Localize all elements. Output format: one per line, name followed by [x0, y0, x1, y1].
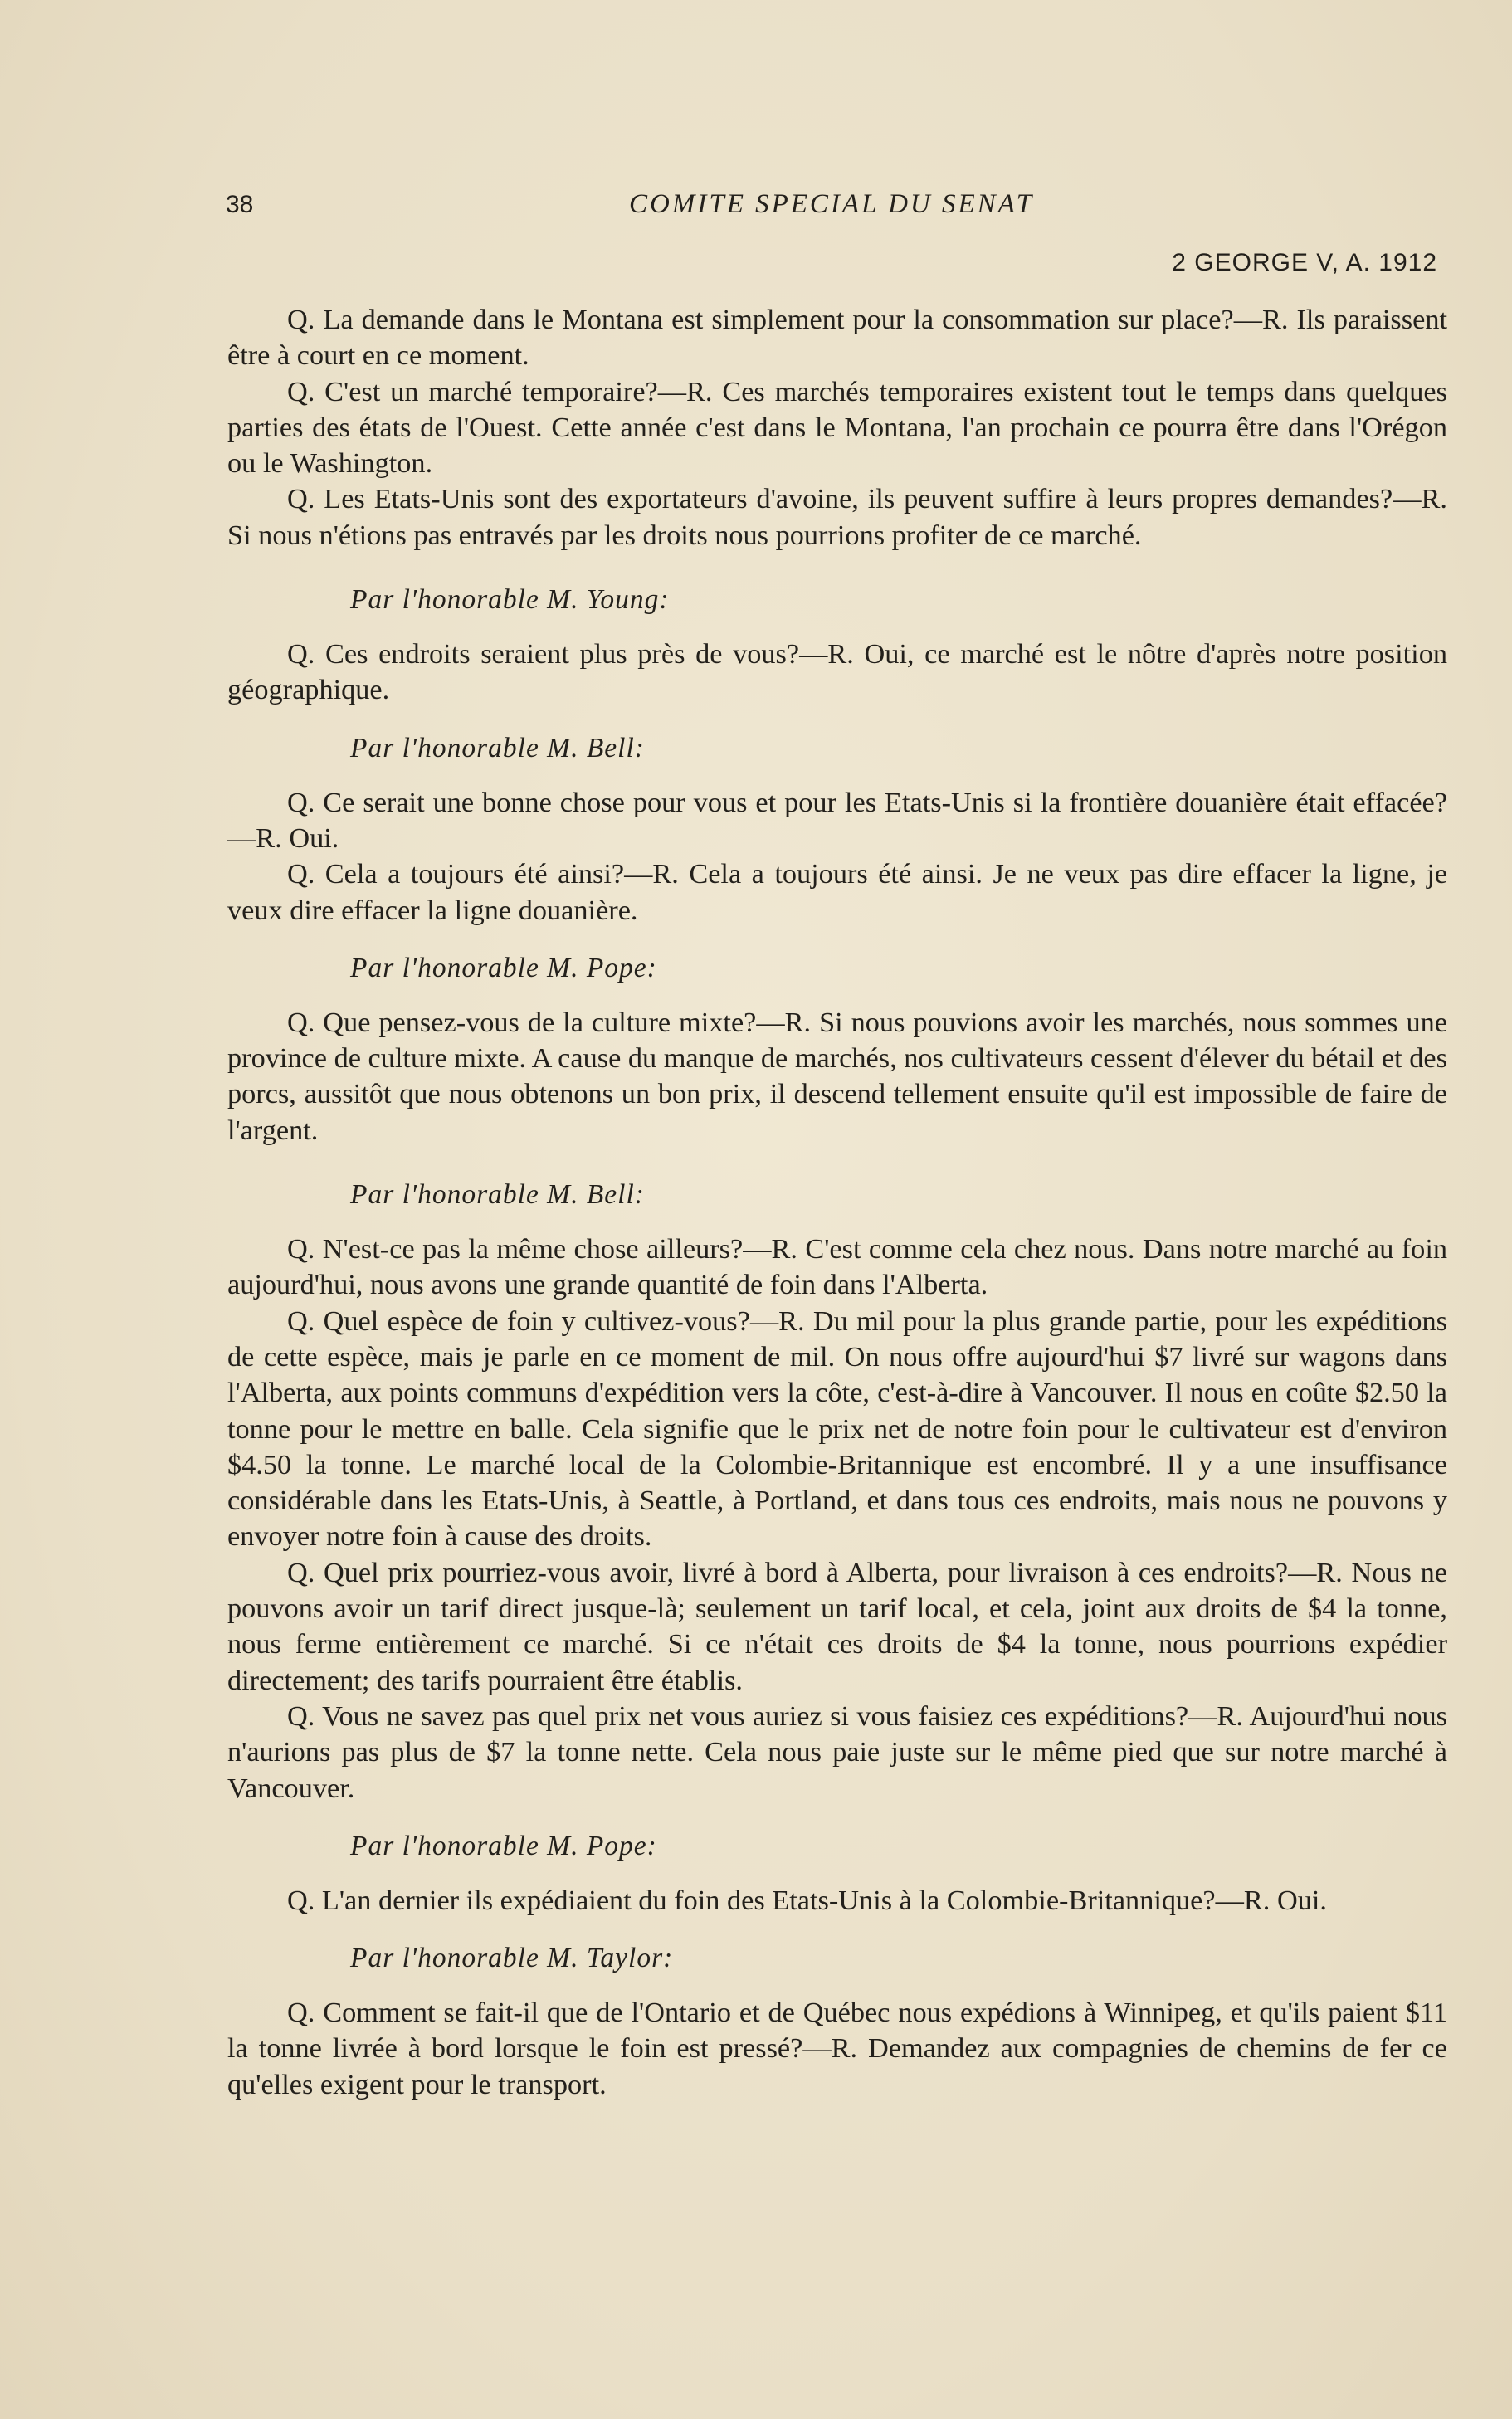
testimony-paragraph: Q. C'est un marché temporaire?—R. Ces marchés temporaires existent tout le temps dans quelques parties des états de l'Ouest. Cette année c'est dans le Montana, l'an prochain ce pourra être dans l'Orégon ou le Washington.	[227, 375, 1447, 480]
testimony-paragraph: Q. Quel prix pourriez-vous avoir, livré à bord à Alberta, pour livraison à ces endroits?—R. Nous ne pouvons avoir un tarif direct jusque-là; seulement un tarif local, et cela, joint aux droits de $4 la tonne, nous ferme entièrement ce marché. Si ce n'était ces droits de $4 la tonne, nous pourrions expédier directement; des tarifs pourraient être établis.	[227, 1556, 1447, 1696]
session-reference: 2 GEORGE V, A. 1912	[1172, 249, 1437, 276]
speaker-heading: Par l'honorable M. Young:	[350, 584, 670, 616]
testimony-paragraph: Q. Ces endroits seraient plus près de vous?—R. Oui, ce marché est le nôtre d'après notre position géographique.	[227, 638, 1447, 706]
testimony-paragraph: Q. Vous ne savez pas quel prix net vous auriez si vous faisiez ces expéditions?—R. Aujourd'hui nous n'aurions pas plus de $7 la tonne nette. Cela nous paie juste sur le même pied que sur notre marché à Vancouver.	[227, 1700, 1447, 1804]
testimony-paragraph: Q. Que pensez-vous de la culture mixte?—R. Si nous pouvions avoir les marchés, nous sommes une province de culture mixte. A cause du manque de marchés, nos cultivateurs cessent d'élever du bétail et des porcs, aussitôt que nous obtenons un bon prix, il descend tellement ensuite qu'il est impossible de faire de l'argent.	[227, 1006, 1447, 1146]
page-header	[226, 184, 1437, 234]
document-body	[227, 302, 1447, 2103]
testimony-paragraph: Q. N'est-ce pas la même chose ailleurs?—R. C'est comme cela chez nous. Dans notre marché au foin aujourd'hui, nous avons une grande quantité de foin dans l'Alberta.	[227, 1233, 1447, 1301]
running-head: COMITE SPECIAL DU SENAT	[629, 189, 1034, 219]
speaker-heading: Par l'honorable M. Bell:	[350, 732, 645, 763]
testimony-paragraph: Q. L'an dernier ils expédiaient du foin des Etats-Unis à la Colombie-Britannique?—R. Oui.	[287, 1884, 1327, 1916]
testimony-paragraph: Q. La demande dans le Montana est simplement pour la consommation sur place?—R. Ils paraissent être à court en ce moment.	[227, 304, 1447, 372]
speaker-heading: Par l'honorable M. Bell:	[350, 1179, 645, 1211]
testimony-paragraph: Q. Comment se fait-il que de l'Ontario et de Québec nous expédions à Winnipeg, et qu'ils paient $11 la tonne livrée à bord lorsque le foin est pressé?—R. Demandez aux compagnies de chemins de fer ce qu'elles exigent pour le transport.	[227, 1997, 1447, 2100]
testimony-paragraph: Q. Ce serait une bonne chose pour vous et pour les Etats-Unis si la frontière douanière était effacée?—R. Oui.	[227, 786, 1447, 854]
testimony-paragraph: Q. Quel espèce de foin y cultivez-vous?—R. Du mil pour la plus grande partie, pour les expéditions de cette espèce, mais je parle en ce moment de mil. On nous offre aujourd'hui $7 livré sur wagons dans l'Alberta, aux points communs d'expédition vers la côte, c'est-à-dire à Vancouver. Il nous en coûte $2.50 la tonne pour le mettre en balle. Cela signifie que le prix net de notre foin pour le cultivateur est d'environ $4.50 la tonne. Le marché local de la Colombie-Britannique est encombré. Il y a une insuffisance considérable dans les Etats-Unis, à Seattle, à Portland, et dans tous ces endroits, mais nous ne pouvons y envoyer notre foin à cause des droits.	[227, 1305, 1447, 1553]
speaker-heading: Par l'honorable M. Pope:	[350, 1830, 657, 1861]
speaker-heading: Par l'honorable M. Pope:	[350, 952, 657, 983]
testimony-paragraph: Q. Les Etats-Unis sont des exportateurs d'avoine, ils peuvent suffire à leurs propres demandes?—R. Si nous n'étions pas entravés par les droits nous pourrions profiter de ce marché.	[227, 483, 1447, 551]
testimony-paragraph: Q. Cela a toujours été ainsi?—R. Cela a toujours été ainsi. Je ne veux pas dire effacer la ligne, je veux dire effacer la ligne douanière.	[227, 858, 1447, 926]
speaker-heading: Par l'honorable M. Taylor:	[350, 1943, 674, 1974]
page-number: 38	[226, 191, 254, 218]
